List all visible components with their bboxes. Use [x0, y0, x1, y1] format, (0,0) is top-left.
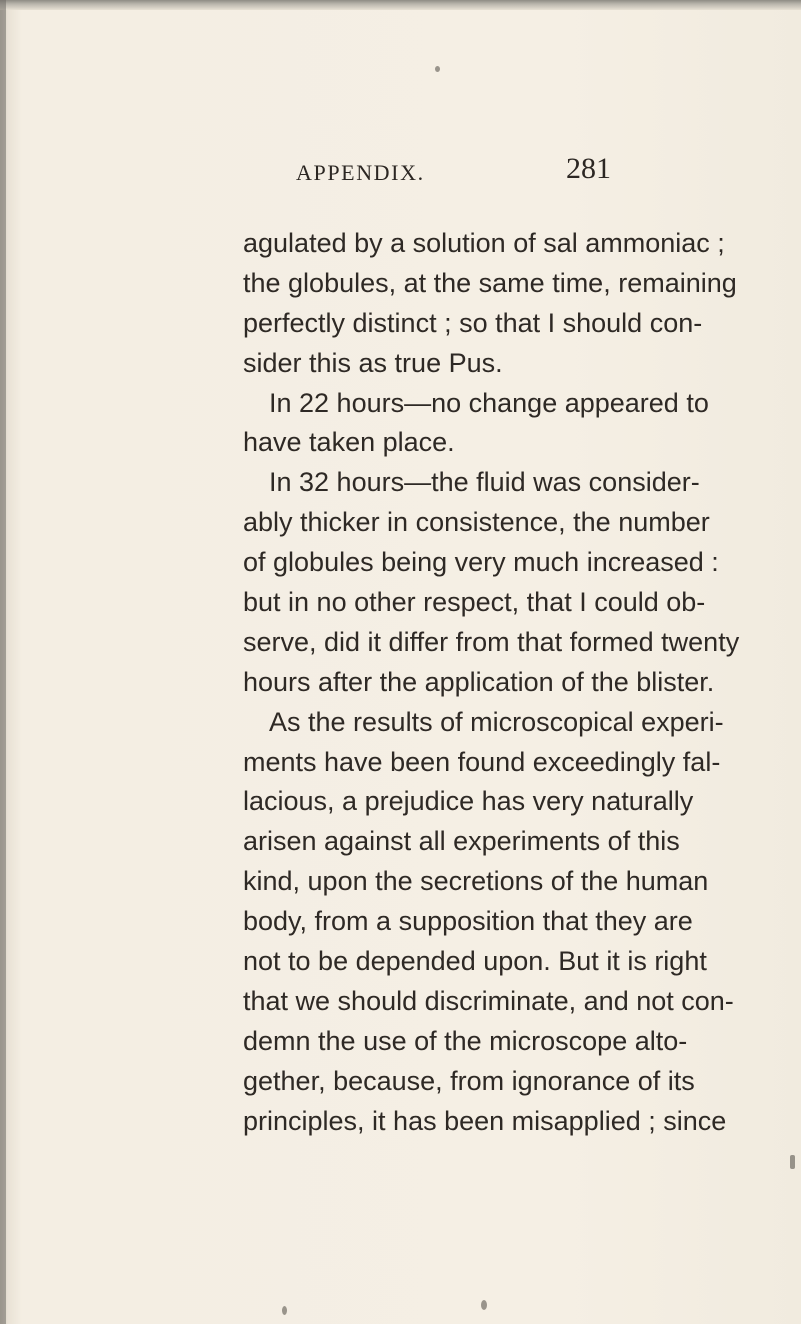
paper-speck	[790, 1155, 795, 1169]
text-line: As the results of microscopical experi-	[269, 706, 724, 737]
text-line: gether, because, from ignorance of its	[243, 1065, 695, 1096]
text-line: that we should discriminate, and not con-	[243, 985, 734, 1016]
text-line: have taken place.	[243, 427, 455, 458]
text-line: ments have been found exceedingly fal-	[243, 746, 721, 777]
text-line: serve, did it differ from that formed twenty	[243, 626, 740, 657]
page-top-edge	[0, 0, 801, 10]
running-head	[0, 152, 801, 190]
text-line: not to be depended upon. But it is right	[243, 946, 707, 977]
text-line: body, from a supposition that they are	[243, 906, 693, 937]
text-line: the globules, at the same time, remaining	[243, 267, 737, 298]
running-title: APPENDIX.	[296, 160, 425, 185]
text-line: kind, upon the secretions of the human	[243, 866, 709, 897]
text-line: In 32 hours—the fluid was consider-	[269, 467, 700, 498]
text-line: of globules being very much increased :	[243, 547, 719, 578]
paper-speck	[481, 1300, 487, 1310]
paper-speck	[282, 1306, 287, 1315]
paper-speck	[435, 66, 440, 72]
text-line: sider this as true Pus.	[243, 347, 503, 378]
text-line: principles, it has been misapplied ; since	[243, 1105, 727, 1136]
text-line: but in no other respect, that I could ob-	[243, 587, 706, 618]
binding-gutter	[0, 0, 6, 1324]
text-line: perfectly distinct ; so that I should con-	[243, 307, 703, 338]
text-line: hours after the application of the blister.	[243, 666, 715, 697]
text-line: agulated by a solution of sal ammoniac ;	[243, 228, 725, 258]
text-line: arisen against all experiments of this	[243, 826, 680, 857]
page-number: 281	[566, 152, 611, 185]
text-line: lacious, a prejudice has very naturally	[243, 786, 694, 817]
text-line: demn the use of the microscope alto-	[243, 1025, 688, 1056]
text-line: ably thicker in consistence, the number	[243, 507, 710, 538]
text-line: In 22 hours—no change appeared to	[269, 387, 709, 418]
body-text	[243, 224, 783, 1141]
